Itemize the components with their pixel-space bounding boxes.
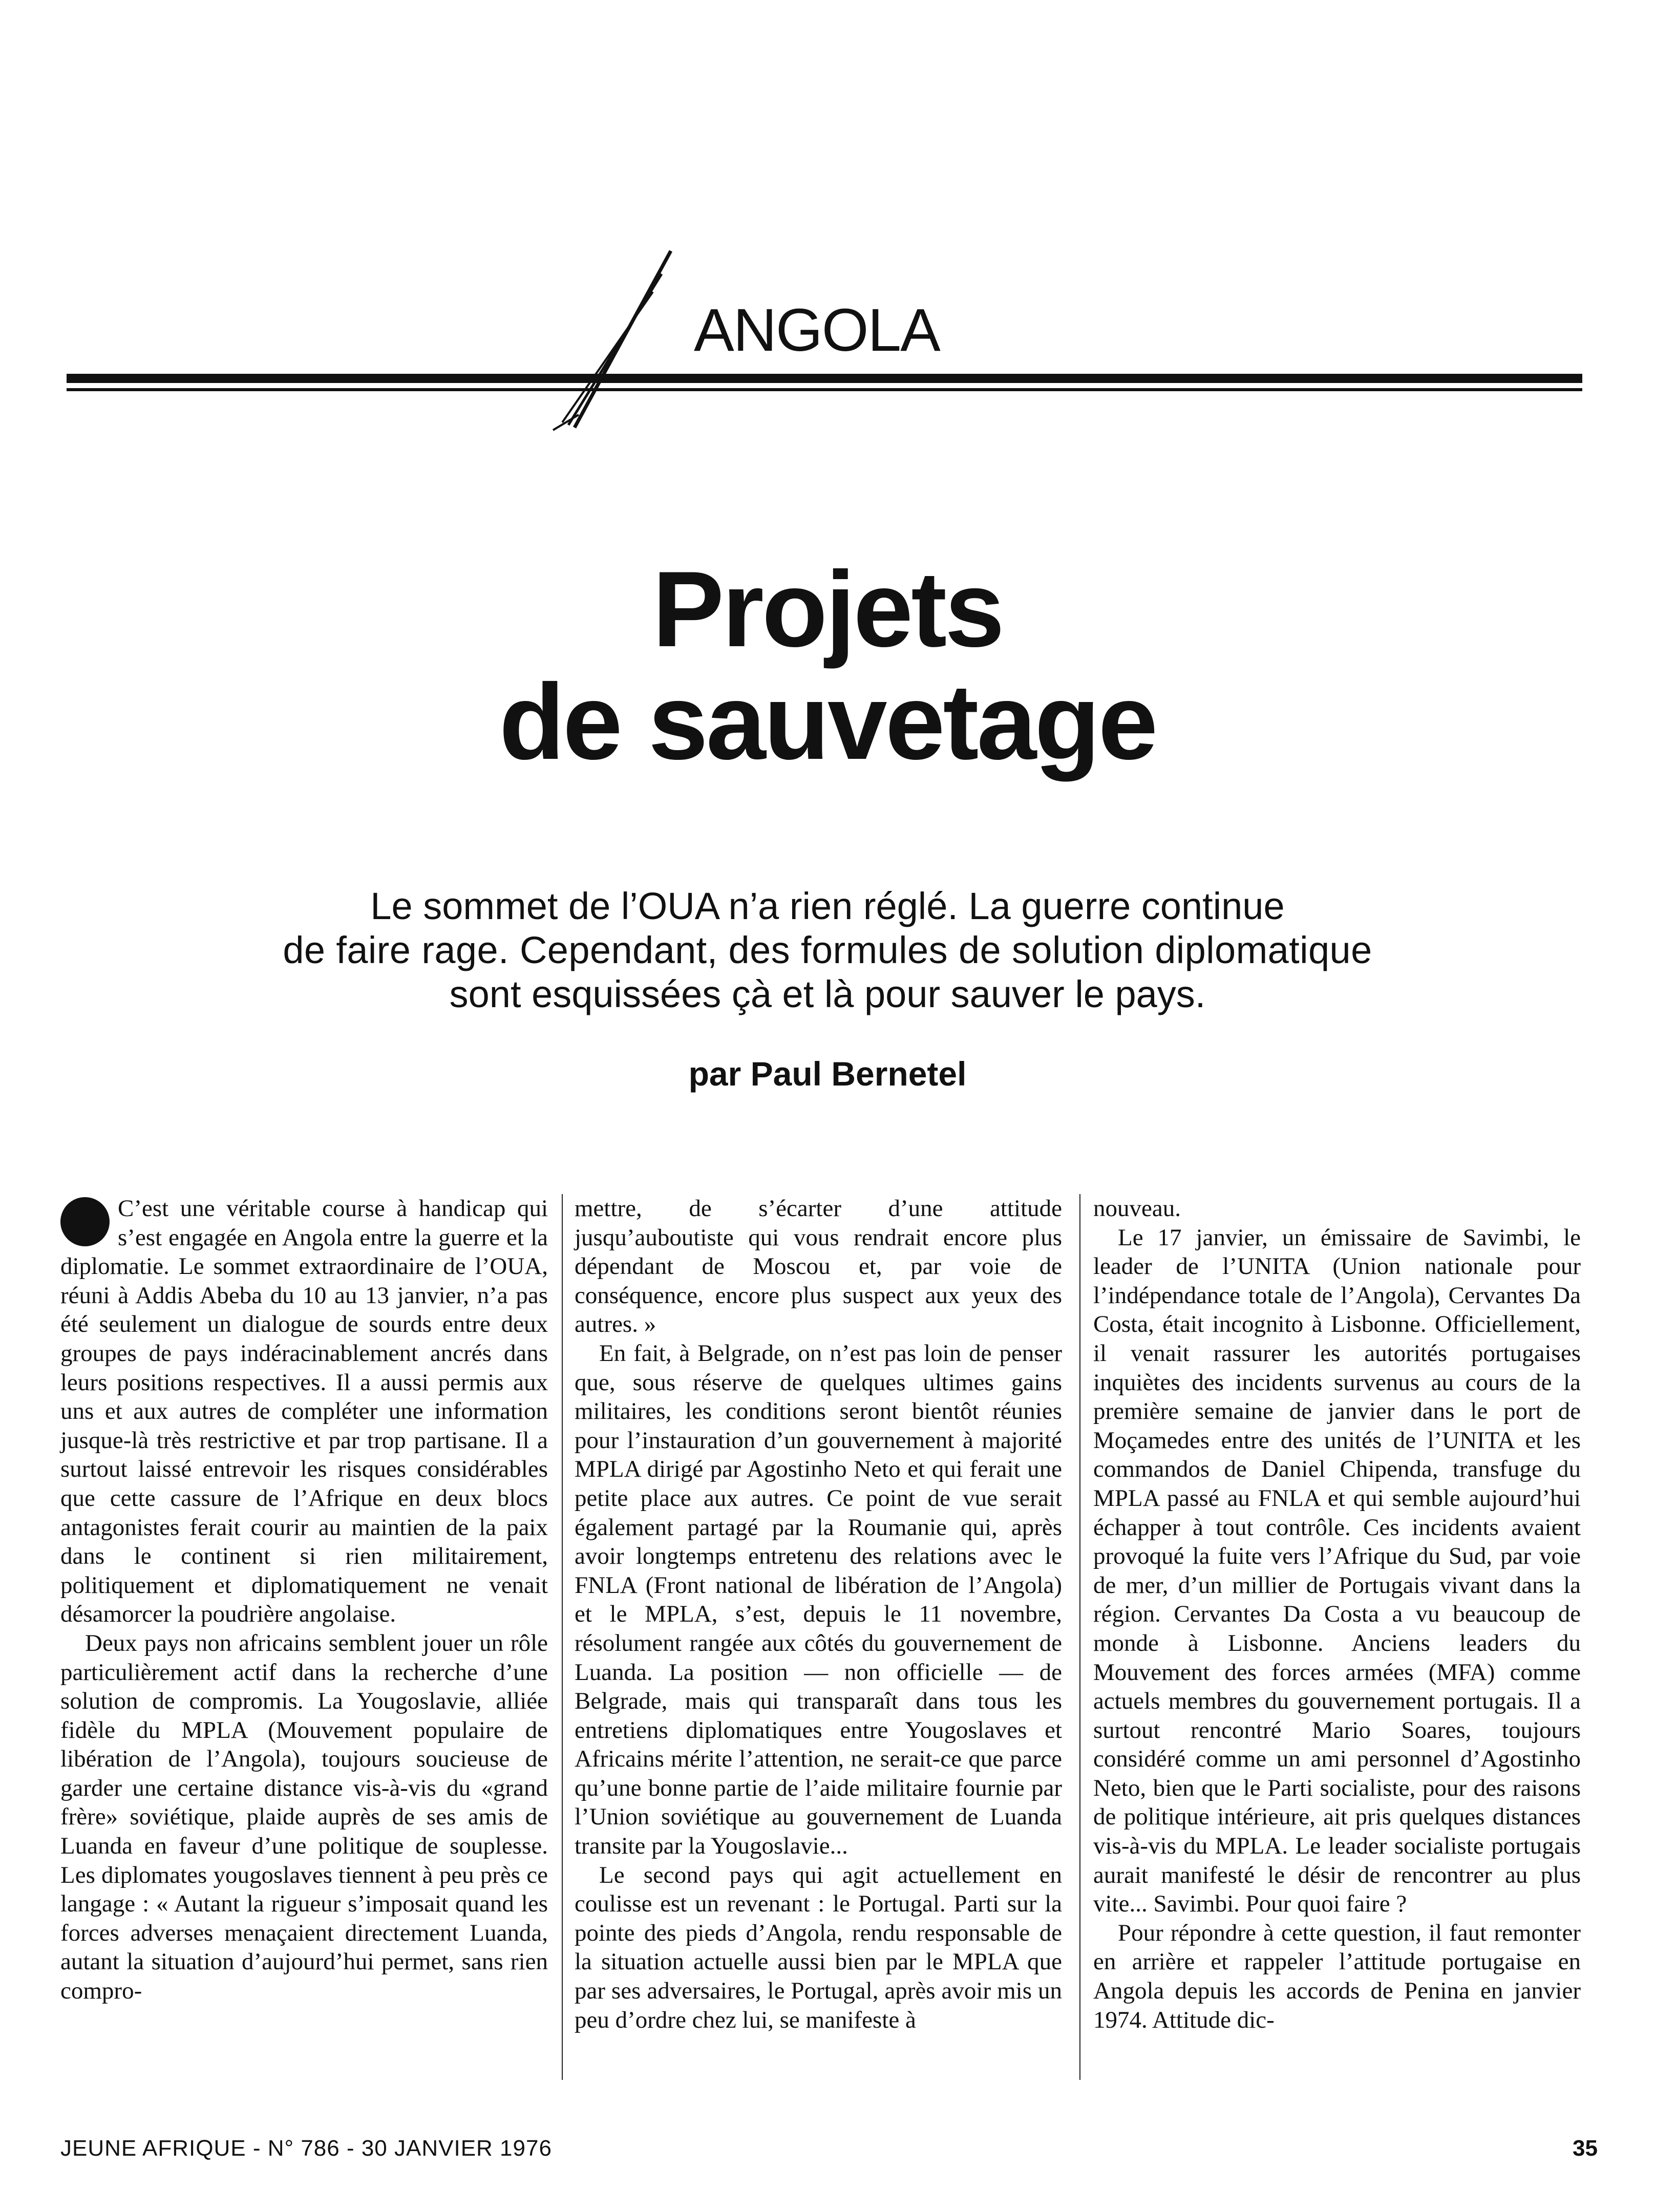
deck-line-1: Le sommet de l’OUA n’a rien réglé. La guerre continue: [370, 885, 1285, 927]
page-number: 35: [1573, 2136, 1598, 2161]
body-paragraph: nouveau.: [1093, 1195, 1181, 1222]
body-paragraph: Le 17 janvier, un émissaire de Savimbi, le leader de l’UNITA (Union nationale pour l’indépendance totale de l’Angola), Cervantes Da Costa, était incognito à Lisbonne. Officiellement, il venait rassurer les autorités portugaises inquiètes des incidents survenus au cours de la première semaine de janvier dans le port de Moçamedes entre des unités de l’UNITA et les commandos de Daniel Chipenda, transfuge du MPLA passé au FNLA et qui semble aujourd’hui échapper à tout contrôle. Ces incidents avaient provoqué la fuite vers l’Afrique du Sud, par voie de mer, d’un millier de Portugais vivant dans la région. Cervantes Da Costa a vu beaucoup de monde à Lisbonne. Anciens leaders du Mouvement des forces armées (MFA) comme actuels membres du gouvernement portugais. Il a surtout rencontré Mario Soares, toujours considéré comme un ami personnel d’Agostinho Neto, bien que le Parti socialiste, pour des raisons de politique intérieure, ait pris quelques distances vis-à-vis du MPLA. Le leader socialiste portugais aurait manifesté le désir de rencontrer au plus vite... Savimbi. Pour quoi faire ?: [1093, 1224, 1581, 1918]
deck-line-2: de faire rage. Cependant, des formules de solution diplomatique: [283, 929, 1372, 971]
body-paragraph: mettre, de s’écarter d’une attitude jusqu’auboutiste qui vous rendrait encore plus dépendant de Moscou et, par voie de conséquence, encore plus suspect aux yeux des autres. »: [575, 1195, 1062, 1338]
body-paragraph: Deux pays non africains semblent jouer un rôle particulièrement actif dans la recherche d’une solution de compromis. La Yougoslavie, alliée fidèle du MPLA (Mouvement populaire de libération de l’Angola), toujours soucieuse de garder une certaine distance vis-à-vis du «grand frère» soviétique, plaide auprès de ses amis de Luanda en faveur d’une politique de souplesse. Les diplomates yougoslaves tiennent à peu près ce langage : « Autant la rigueur s’imposait quand les forces adverses menaçaient directement Luanda, autant la situation d’aujourd’hui permet, sans rien compro-: [60, 1629, 548, 2005]
section-slash-mark: [543, 246, 676, 440]
body-column-1: [60, 1194, 548, 2006]
headline-line-2: de sauvetage: [499, 662, 1156, 782]
byline: par Paul Bernetel: [688, 1055, 967, 1093]
body-paragraph: Pour répondre à cette question, il faut remonter en arrière et rappeler l’attitude portugaise en Angola depuis les accords de Penina en janvier 1974. Attitude dic-: [1093, 1919, 1581, 2033]
lead-bullet: [60, 1197, 110, 1246]
body-column-3: [1093, 1194, 1581, 2034]
section-title: ANGOLA: [694, 296, 940, 364]
headline-line-1: Projets: [652, 549, 1003, 669]
column-rule: [1079, 1194, 1080, 2080]
section-rule-thin: [67, 388, 1582, 391]
body-column-2: [575, 1194, 1062, 2034]
body-paragraph: Le second pays qui agit actuellement en coulisse est un revenant : le Portugal. Parti sur la pointe des pieds d’Angola, rendu responsable de la situation actuelle aussi bien par le MPLA que par ses adversaires, le Portugal, après avoir mis un peu d’ordre chez lui, se manifeste à: [575, 1861, 1062, 2033]
section-rule-thick: [67, 374, 1582, 383]
body-paragraph: En fait, à Belgrade, on n’est pas loin de penser que, sous réserve de quelques ultimes gains militaires, les conditions seront bientôt réunies pour l’instauration d’un gouvernement à majorité MPLA dirigé par Agostinho Neto et qui ferait une petite place aux autres. Ce point de vue serait également partagé par la Roumanie qui, après avoir longtemps entretenu des relations avec le FNLA (Front national de libération de l’Angola) et le MPLA, s’est, depuis le 11 novembre, résolument rangée aux côtés du gouvernement de Luanda. La position — non officielle — de Belgrade, mais qui transparaît dans tous les entretiens diplomatiques entre Yougoslaves et Africains mérite l’attention, ne serait-ce que parce qu’une bonne partie de l’aide militaire fournie par l’Union soviétique au gouvernement de Luanda transite par la Yougoslavie...: [575, 1339, 1062, 1860]
column-rule: [562, 1194, 563, 2080]
deck-line-3: sont esquissées çà et là pour sauver le pays.: [449, 973, 1206, 1015]
body-paragraph: C’est une véritable course à handicap qui s’est engagée en Angola entre la guerre et la diplomatie. Le sommet extraordinaire de l’OUA, réuni à Addis Abeba du 10 au 13 janvier, n’a pas été seulement un dialogue de sourds entre deux groupes de pays indéracinablement ancrés dans leurs positions respectives. Il a aussi permis aux uns et aux autres de compléter une information jusque-là très restrictive et par trop partisane. Il a surtout laissé entrevoir les risques considérables que cette cassure de l’Afrique en deux blocs antagonistes ferait courir au maintien de la paix dans le continent si rien militairement, politiquement et diplomatiquement ne venait désamorcer la poudrière angolaise.: [60, 1195, 548, 1628]
footer-publication: JEUNE AFRIQUE - N° 786 - 30 JANVIER 1976: [60, 2136, 552, 2161]
